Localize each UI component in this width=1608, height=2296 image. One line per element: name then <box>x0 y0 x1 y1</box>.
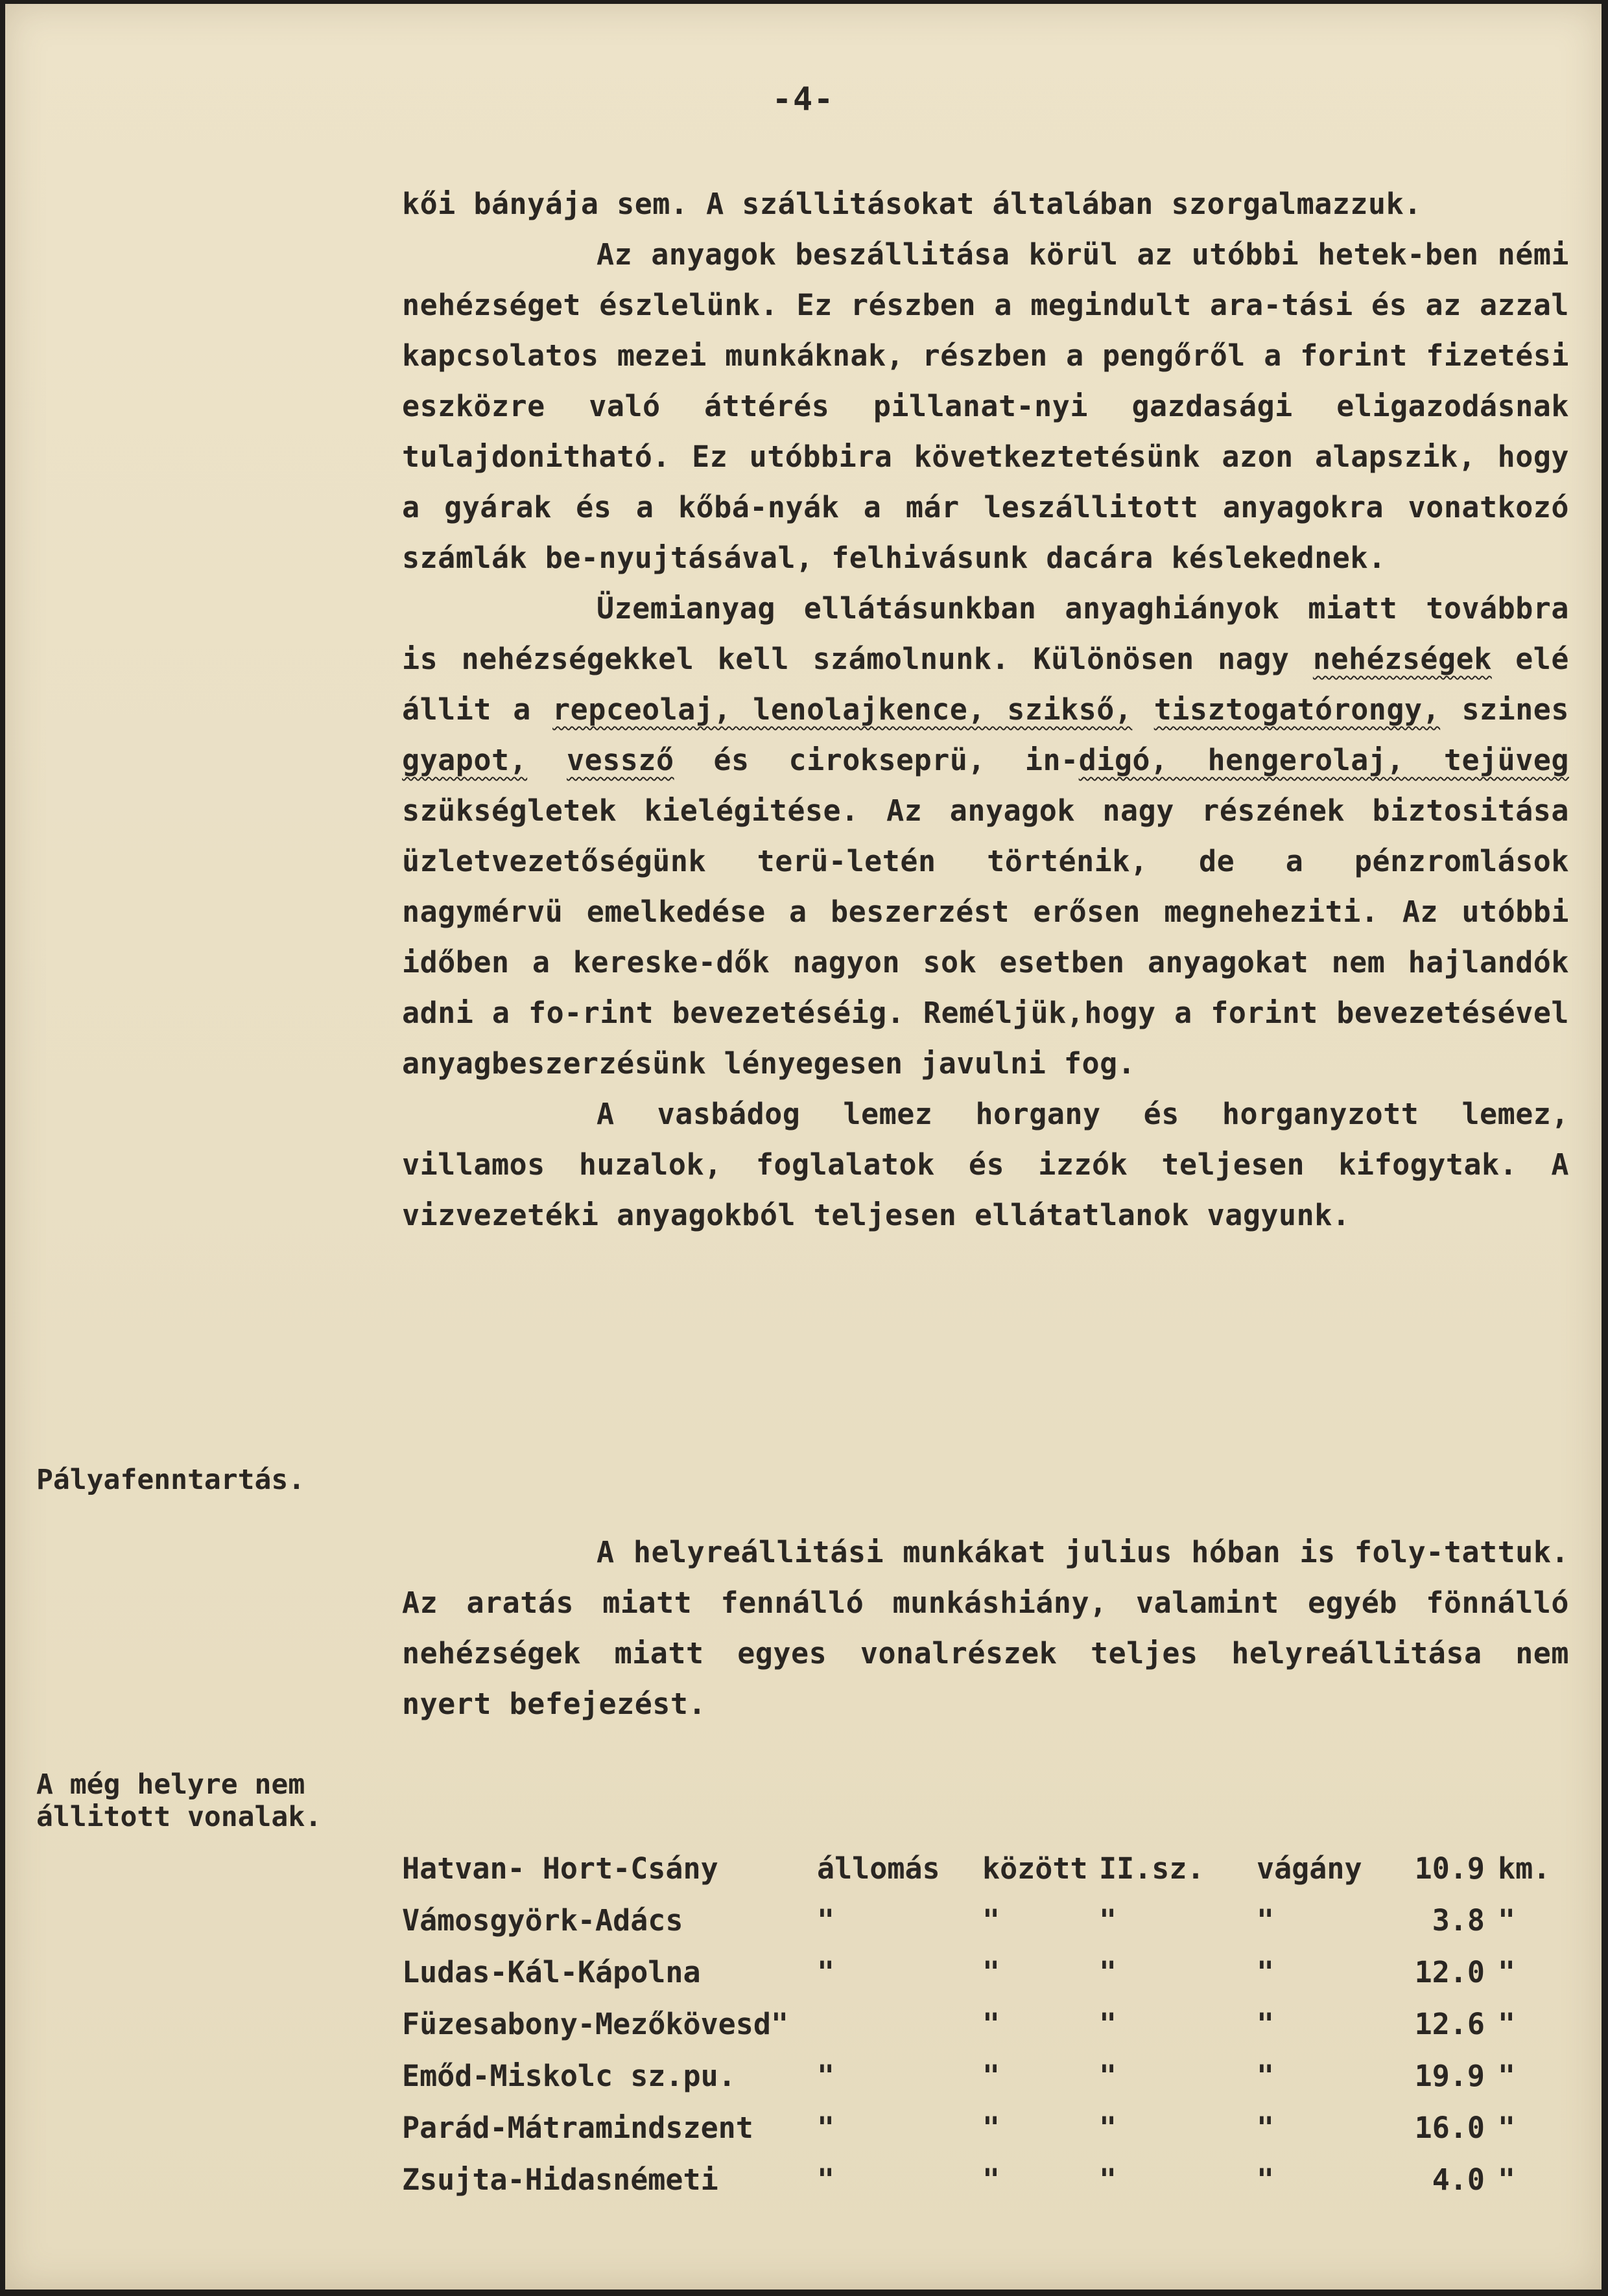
text-run: kői bányája sem. A szállitásokat általában szorgalmazzuk. <box>402 187 1422 221</box>
ditto-cell: " <box>1257 1955 1275 1989</box>
length-value: 3.8 <box>1432 1903 1485 1938</box>
line-name: Ludas-Kál-Kápolna <box>402 1955 701 1989</box>
ditto-cell: " <box>817 2162 835 2197</box>
page-number: -4- <box>772 80 835 118</box>
underlined-text: vessző <box>567 743 674 777</box>
section-heading-palyafenntartas: Pályafenntartás. <box>36 1464 305 1496</box>
unit-cell: " <box>1498 2007 1516 2041</box>
unit-cell: km. <box>1498 1851 1551 1886</box>
ditto-cell: " <box>1257 2162 1275 2197</box>
paragraph <box>402 179 1569 229</box>
underlined-text: nehézségek <box>1312 642 1492 676</box>
underlined-text: repceolaj, lenolajkence, szikső, <box>552 692 1133 727</box>
unit-cell: " <box>1498 2059 1516 2093</box>
ditto-cell: " <box>1257 2059 1275 2093</box>
text-run <box>527 743 567 777</box>
ditto-cell: " <box>1099 1955 1117 1989</box>
underlined-text: tisztogatórongy, <box>1153 692 1441 727</box>
unit-cell: " <box>1498 2162 1516 2197</box>
body-text <box>402 179 1569 1241</box>
length-value: 10.9 <box>1414 1851 1485 1886</box>
line-name: Füzesabony-Mezőkövesd" <box>402 2007 789 2041</box>
ditto-cell: " <box>817 2111 835 2145</box>
ditto-cell: " <box>817 2059 835 2093</box>
paragraph: A helyreállitási munkákat julius hóban is foly-tattuk. Az aratás miatt fennálló munkáshiány, valamint egyéb fönnálló nehézségek miatt egyes vonalrészek teljes helyreállitása nem nyert befejezést. <box>402 1535 1569 1721</box>
ditto-cell: " <box>817 1903 835 1938</box>
text-run: A vasbádog lemez horgany és horganyzott lemez, villamos huzalok, foglalatok és izzók teljesen kifogytak. A vizvezetéki anyagokból teljesen ellátatlanok vagyunk. <box>402 1097 1569 1232</box>
line-name: Hatvan- Hort-Csány <box>402 1851 718 1886</box>
ditto-cell: II.sz. <box>1099 1851 1205 1886</box>
underlined-text: digó, hengerolaj, tejüveg <box>1078 743 1569 777</box>
ditto-cell: " <box>982 2059 1000 2093</box>
line-name: Zsujta-Hidasnémeti <box>402 2162 718 2197</box>
heading-line: A még helyre nem <box>36 1768 305 1801</box>
ditto-cell: állomás <box>817 1851 940 1886</box>
table-row <box>402 1955 1569 2007</box>
text-run: szines <box>1440 692 1569 727</box>
text-run <box>1132 692 1153 727</box>
ditto-cell: vágány <box>1257 1851 1362 1886</box>
text-run: Üzemianyag ellátásunkban anyaghiányok miatt továbbra is nehézségekkel kell számolnunk. Különösen nagy <box>402 591 1569 676</box>
text-run: és cirokseprü, in- <box>674 743 1079 777</box>
length-value: 4.0 <box>1432 2162 1485 2197</box>
unit-cell: " <box>1498 2111 1516 2145</box>
paragraph <box>402 229 1569 583</box>
text-run: szükségletek kielégitése. Az anyagok nagy részének biztositása üzletvezetőségünk terü-letén történik, de a pénzromlások nagymérvü emelkedése a beszerzést erősen megneheziti. Az utóbbi időben a kereske-dők nagyon sok esetben anyagokat nem hajlandók adni a fo-rint bevezetéséig. Reméljük,hogy a forint bevezetésével anyagbeszerzésünk lényegesen javulni fog. <box>402 793 1569 1081</box>
table-row <box>402 2059 1569 2111</box>
text-run: Az anyagok beszállitása körül az utóbbi hetek-ben némi nehézséget észlelünk. Ez részben a megindult ara-tási és az azzal kapcsolatos mezei munkáknak, részben a pengőről a forint fizetési eszközre való áttérés pillanat-nyi gazdasági eligazodásnak tulajdonitható. Ez utóbbira következtetésünk azon alapszik, hogy a gyárak és a kőbá-nyák a már leszállitott anyagokra vonatkozó számlák be-nyujtásával, felhivásunk dacára késlekednek. <box>402 237 1569 575</box>
ditto-cell: " <box>1099 2111 1117 2145</box>
unit-cell: " <box>1498 1903 1516 1938</box>
paragraph <box>402 583 1569 1089</box>
line-name: Parád-Mátramindszent <box>402 2111 753 2145</box>
ditto-cell: " <box>982 2007 1000 2041</box>
table-row <box>402 2162 1569 2214</box>
text-run: elé állit a <box>402 642 1569 727</box>
line-name: Vámosgyörk-Adács <box>402 1903 683 1938</box>
ditto-cell: " <box>982 1955 1000 1989</box>
ditto-cell: " <box>1257 2111 1275 2145</box>
line-name: Emőd-Miskolc sz.pu. <box>402 2059 736 2093</box>
palya-text <box>402 1527 1569 1729</box>
table-row <box>402 2111 1569 2162</box>
ditto-cell: " <box>982 1903 1000 1938</box>
heading-line: állitott vonalak. <box>36 1801 322 1833</box>
table-row <box>402 1851 1569 1903</box>
ditto-cell: " <box>1257 1903 1275 1938</box>
ditto-cell: " <box>1099 2007 1117 2041</box>
ditto-cell: " <box>982 2162 1000 2197</box>
ditto-cell: " <box>817 1955 835 1989</box>
document-page <box>5 4 1602 2290</box>
unit-cell: " <box>1498 1955 1516 1989</box>
unrestored-lines-table <box>402 1851 1569 2214</box>
ditto-cell: között <box>982 1851 1088 1886</box>
ditto-cell: " <box>982 2111 1000 2145</box>
section-heading-vonalak <box>36 1768 322 1833</box>
table-row <box>402 2007 1569 2059</box>
ditto-cell: " <box>1099 2162 1117 2197</box>
length-value: 16.0 <box>1414 2111 1485 2145</box>
length-value: 19.9 <box>1414 2059 1485 2093</box>
ditto-cell: " <box>1099 2059 1117 2093</box>
paragraph <box>402 1089 1569 1241</box>
ditto-cell: " <box>1099 1903 1117 1938</box>
ditto-cell: " <box>1257 2007 1275 2041</box>
length-value: 12.0 <box>1414 1955 1485 1989</box>
length-value: 12.6 <box>1414 2007 1485 2041</box>
underlined-text: gyapot, <box>402 743 528 777</box>
table-row <box>402 1903 1569 1955</box>
